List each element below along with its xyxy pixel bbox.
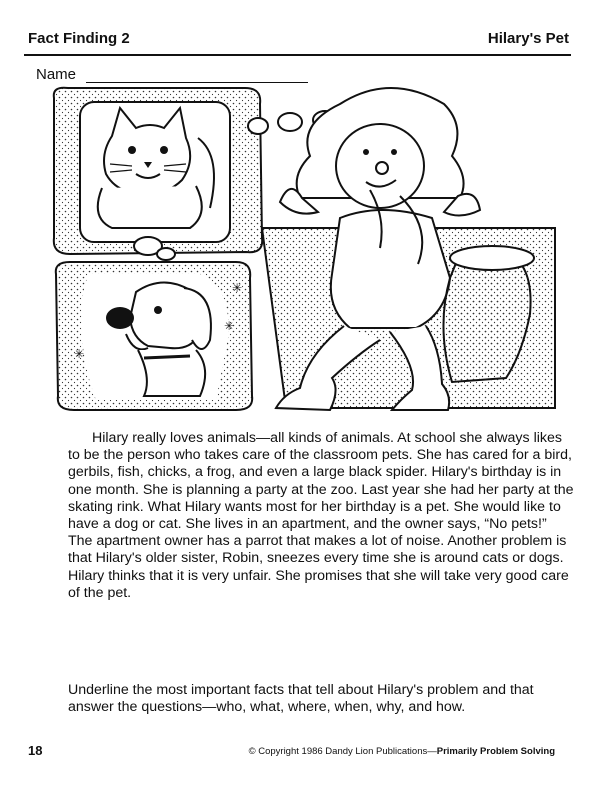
header-divider	[24, 54, 571, 56]
instructions: Underline the most important facts that tell about Hilary's problem and that answer the questions—who, what, where, when, why, and how.	[68, 682, 534, 716]
svg-text:✳: ✳	[74, 347, 85, 361]
worksheet-title: Fact Finding 2	[28, 30, 130, 47]
story-text: Hilary really loves animals—all kinds of animals. At school she always likes to be the person who takes care of the classroom pets. She has cared for a bird, gerbils, fish, chicks, a frog, and even a large black spider. Hilary's birthday is in one month. She is planning a party at the zoo. Last year she had her party at the skating rink. What Hilary wants most for her birthday is a pet. She would like to have a dog or cat. She lives in an apartment, and the owner says, “No pets!” The apartment owner has a parrot that makes a lot of noise. Another problem is that Hilary's older sister, Robin, sneezes every time she is around cats or dogs. Hilary thinks that it is very unfair. She promises that she will take very good care of the pet.	[68, 430, 574, 601]
dog-thought-bubble	[56, 262, 252, 410]
svg-text:✳: ✳	[232, 281, 243, 295]
hilary-illustration	[40, 78, 574, 418]
copyright-notice	[249, 746, 555, 757]
story-passage	[68, 430, 574, 602]
series-title: Primarily Problem Solving	[436, 746, 555, 757]
cat-thought-bubble	[54, 88, 262, 254]
page-number: 18	[28, 743, 43, 758]
copyright-text: © Copyright 1986 Dandy Lion Publications—	[248, 746, 437, 757]
worksheet-subtitle: Hilary's Pet	[487, 30, 569, 47]
name-label: Name	[36, 66, 77, 83]
svg-text:✳: ✳	[224, 319, 235, 333]
